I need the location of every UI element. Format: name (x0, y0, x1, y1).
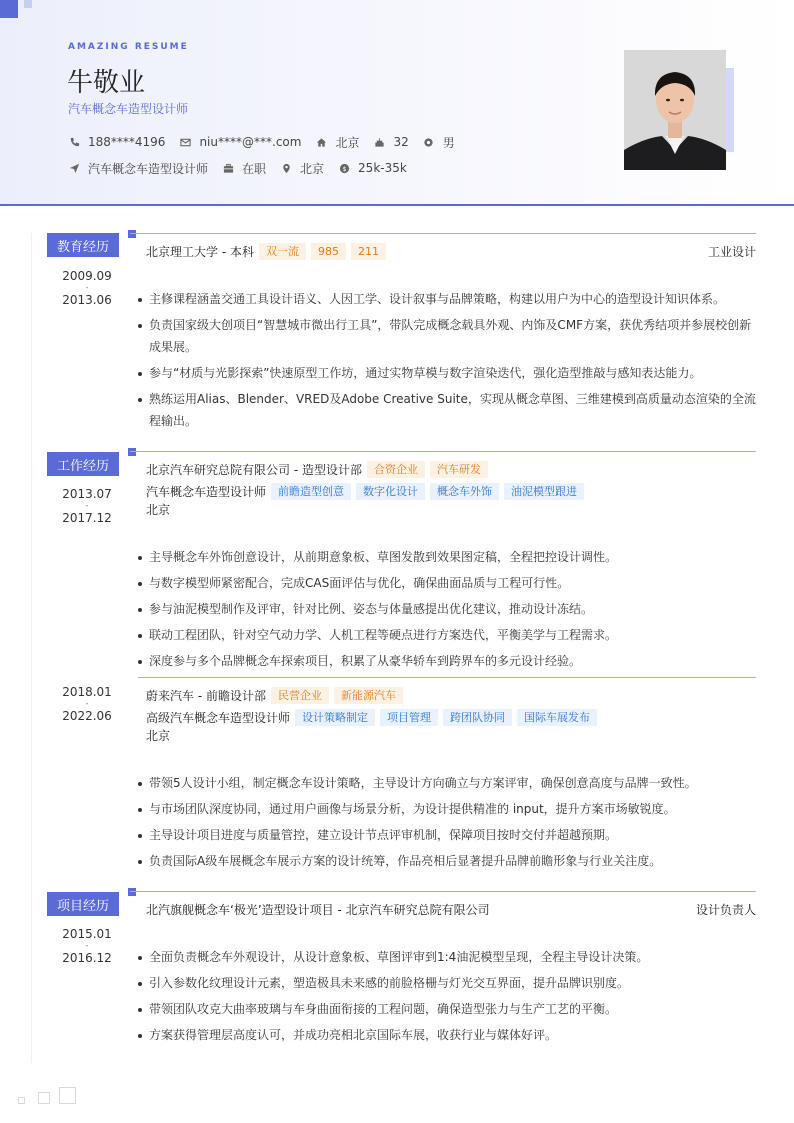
section-line (130, 451, 756, 452)
list-item: 负责国际A级车展概念车展示方案的设计统筹，作品亮相后显著提升品牌前瞻形象与行业关注度。 (138, 850, 756, 872)
section-marker (128, 230, 136, 238)
phone-icon (68, 136, 80, 148)
school-tag: 211 (351, 243, 386, 260)
decor-square (59, 1087, 76, 1104)
section-marker (128, 448, 136, 456)
education-dates (40, 268, 134, 308)
decor-square-small (24, 0, 32, 8)
list-item: 熟练运用Alias、Blender、VRED及Adobe Creative Suite，实现从概念草图、三维建模到高质量动态渲染的全流程输出。 (138, 388, 756, 432)
role-tag: 前瞻造型创意 (271, 483, 351, 500)
role-tag: 油泥模型跟进 (504, 483, 584, 500)
company-line (146, 686, 403, 704)
role-tag: 数字化设计 (356, 483, 425, 500)
major: 工业设计 (707, 244, 756, 259)
role-tag: 项目管理 (380, 709, 438, 726)
list-item: 主导概念车外饰创意设计，从前期意象板、草图发散到效果图定稿，全程把控设计调性。 (138, 546, 756, 568)
contact-row (68, 134, 469, 150)
profile-photo (624, 50, 726, 170)
school-tag: 985 (311, 243, 346, 260)
list-item: 参与油泥模型制作及评审，针对比例、姿态与体量感提出优化建议，推动设计冻结。 (138, 598, 756, 620)
section-title-education: 教育经历 (47, 233, 119, 257)
decor-square (18, 1097, 25, 1104)
mail-icon (179, 136, 191, 148)
target-city-text: 北京 (300, 161, 325, 176)
school-tag: 双一流 (259, 243, 306, 260)
school-line (146, 242, 386, 260)
company-tag: 新能源汽车 (334, 687, 403, 704)
phone-info (68, 135, 165, 149)
list-item: 联动工程团队，针对空气动力学、人机工程等硬点进行方案迭代，平衡美学与工程需求。 (138, 624, 756, 646)
project-bullets (138, 946, 756, 1050)
school-name: 北京理工大学 - 本科 (146, 244, 254, 259)
money-icon (338, 162, 350, 174)
date-end: 2017.12 (62, 511, 112, 525)
status-text: 在职 (242, 161, 267, 176)
date-start: 2013.07 (62, 487, 112, 501)
email-info (179, 135, 301, 149)
target-job-text: 汽车概念车造型设计师 (88, 161, 209, 176)
company-tag: 民营企业 (271, 687, 329, 704)
gender-icon (423, 136, 435, 148)
list-item: 引入参数化纹理设计元素，塑造极具未来感的前脸格栅与灯光交互界面，提升品牌识别度。 (138, 972, 756, 994)
company-tag: 合资企业 (367, 461, 425, 478)
date-start: 2015.01 (62, 927, 112, 941)
date-end: 2022.06 (62, 709, 112, 723)
candidate-name: 牛敬业 (67, 68, 146, 98)
role-tag: 国际车展发布 (517, 709, 597, 726)
company-name: 蔚来汽车 - 前瞻设计部 (146, 688, 266, 703)
work-city: 北京 (146, 728, 171, 743)
date-start: 2018.01 (62, 685, 112, 699)
work-bullets (138, 546, 756, 676)
list-item: 主导设计项目进度与质量管控，建立设计节点评审机制，保障项目按时交付并超越预期。 (138, 824, 756, 846)
list-item: 参与“材质与光影探索”快速原型工作坊，通过实物草模与数字渲染迭代，强化造型推敲与感知表达能力。 (138, 362, 756, 384)
role-name: 高级汽车概念车造型设计师 (146, 710, 291, 725)
gender-text: 男 (442, 135, 455, 150)
cake-icon (373, 136, 385, 148)
briefcase-icon (222, 162, 234, 174)
candidate-title: 汽车概念车造型设计师 (68, 102, 189, 116)
home-icon (315, 136, 327, 148)
section-marker (128, 888, 136, 896)
work-dates (40, 486, 134, 526)
role-line (146, 708, 597, 726)
list-item: 主修课程涵盖交通工具设计语义、人因工学、设计叙事与品牌策略，构建以用户为中心的造型设计知识体系。 (138, 288, 756, 310)
section-line (130, 233, 756, 234)
send-icon (68, 162, 80, 174)
status-info (222, 160, 266, 177)
company-line (146, 460, 488, 478)
job-intent-row (68, 160, 421, 176)
brand-label: AMAZING RESUME (68, 42, 189, 52)
company-name: 北京汽车研究总院有限公司 - 造型设计部 (146, 462, 362, 477)
list-item: 方案获得管理层高度认可，并成功亮相北京国际车展，收获行业与媒体好评。 (138, 1024, 756, 1046)
list-item: 深度参与多个品牌概念车探索项目，积累了从豪华轿车到跨界车的多元设计经验。 (138, 650, 756, 672)
role-line (146, 482, 584, 500)
project-dates (40, 926, 134, 966)
work-dates (40, 684, 134, 724)
role-name: 汽车概念车造型设计师 (146, 484, 267, 499)
email-text: niu****@***.com (199, 135, 302, 149)
age-text: 32 (393, 135, 409, 149)
work-city: 北京 (146, 502, 171, 517)
date-end: 2016.12 (62, 951, 112, 965)
salary-info (338, 161, 407, 175)
target-city-info (280, 160, 324, 177)
list-item: 带领5人设计小组，制定概念车设计策略，主导设计方向确立与方案评审，确保创意高度与品牌一致性。 (138, 772, 756, 794)
work-bullets (138, 772, 756, 876)
education-bullets (138, 288, 756, 436)
role-tag: 概念车外饰 (430, 483, 499, 500)
gender-info (423, 134, 455, 151)
decor-square (0, 0, 18, 18)
role-tag: 跨团队协同 (443, 709, 512, 726)
role-tag: 设计策略制定 (295, 709, 375, 726)
section-title-work: 工作经历 (47, 452, 119, 476)
project-role: 设计负责人 (695, 902, 756, 917)
list-item: 与数字模型师紧密配合，完成CAS面评估与优化，确保曲面品质与工程可行性。 (138, 572, 756, 594)
company-tag: 汽车研发 (430, 461, 488, 478)
svg-text:$: $ (342, 164, 347, 173)
entry-divider (138, 677, 756, 678)
date-separator: - (85, 699, 89, 708)
project-name: 北汽旗舰概念车‘极光’造型设计项目 - 北京汽车研究总院有限公司 (146, 902, 490, 917)
home-info (315, 134, 359, 151)
resume-header (0, 0, 794, 206)
salary-text: 25k-35k (358, 161, 407, 175)
phone-text: 188****4196 (88, 135, 166, 149)
age-info (373, 135, 408, 149)
date-start: 2009.09 (62, 269, 112, 283)
target-job-info (68, 160, 208, 177)
date-end: 2013.06 (62, 293, 112, 307)
location-icon (280, 162, 292, 174)
page-guide-line (31, 233, 32, 1063)
list-item: 与市场团队深度协同，通过用户画像与场景分析，为设计提供精准的 input，提升方案市场敏锐度。 (138, 798, 756, 820)
section-line (130, 891, 756, 892)
home-text: 北京 (335, 135, 360, 150)
list-item: 带领团队攻克大曲率玻璃与车身曲面衔接的工程问题，确保造型张力与生产工艺的平衡。 (138, 998, 756, 1020)
date-separator: - (85, 283, 89, 292)
decor-square (38, 1092, 50, 1104)
date-separator: - (85, 501, 89, 510)
list-item: 负责国家级大创项目“智慧城市微出行工具”，带队完成概念载具外观、内饰及CMF方案，获优秀结项并参展校创新成果展。 (138, 314, 756, 358)
section-title-project: 项目经历 (47, 892, 119, 916)
list-item: 全面负责概念车外观设计，从设计意象板、草图评审到1:4油泥模型呈现，全程主导设计决策。 (138, 946, 756, 968)
date-separator: - (85, 941, 89, 950)
